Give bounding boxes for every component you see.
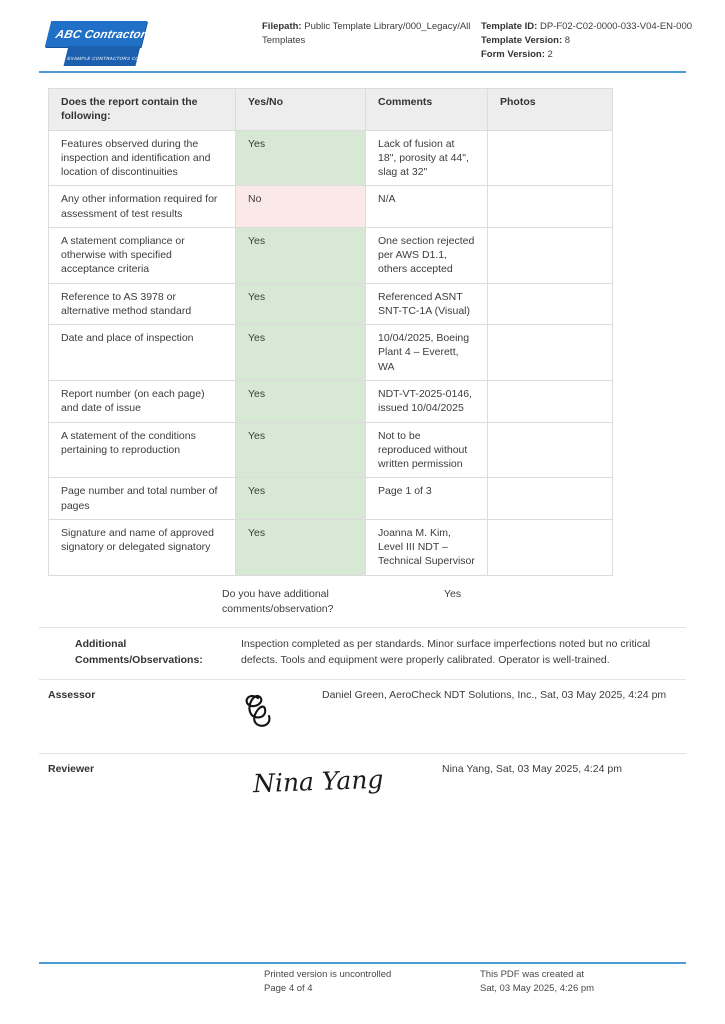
column-header-comments: Comments [366, 89, 488, 131]
photos-cell [488, 283, 613, 325]
answer-cell: Yes [236, 422, 366, 478]
table-row [49, 380, 613, 422]
answer-cell: Yes [236, 130, 366, 186]
question-cell: Report number (on each page) and date of issue [49, 380, 236, 422]
question-cell: Page number and total number of pages [49, 478, 236, 520]
reviewer-row [48, 761, 686, 813]
answer-cell: Yes [236, 283, 366, 325]
question-cell: Date and place of inspection [49, 325, 236, 381]
template-id-label: Template ID: [481, 21, 538, 32]
footer-created-label: This PDF was created at [480, 969, 585, 980]
reviewer-signature: Nina Yang [252, 764, 384, 798]
comment-cell: One section rejected per AWS D1.1, others accepted [366, 227, 488, 283]
filepath-label: Filepath: [262, 21, 302, 32]
template-id-line [481, 20, 693, 34]
footer-divider-line [39, 962, 686, 964]
assessor-label: Assessor [48, 688, 96, 701]
photos-cell [488, 519, 613, 575]
footer-uncontrolled-note: Printed version is uncontrolled [264, 969, 392, 980]
answer-cell: Yes [236, 478, 366, 520]
question-cell: A statement of the conditions pertaining to reproduction [49, 422, 236, 478]
photos-cell [488, 380, 613, 422]
photos-cell [488, 130, 613, 186]
section-divider [39, 753, 686, 754]
photos-cell [488, 422, 613, 478]
template-version-value: 8 [564, 34, 571, 46]
assessor-row [48, 687, 686, 743]
column-header-question: Does the report contain the following: [49, 89, 236, 131]
template-version-label: Template Version: [481, 34, 563, 46]
column-header-photos: Photos [488, 89, 613, 131]
comment-cell: Lack of fusion at 18", porosity at 44", slag at 32" [366, 130, 488, 186]
comment-cell: Referenced ASNT SNT-TC-1A (Visual) [366, 283, 488, 325]
table-row [49, 422, 613, 478]
abc-contractors-logo [48, 21, 157, 66]
header-divider-line [39, 71, 686, 73]
checklist-table [48, 88, 613, 576]
assessor-signature [236, 691, 280, 735]
answer-cell: Yes [236, 519, 366, 575]
footer-right-block [480, 968, 594, 997]
question-cell: Any other information required for assessment of test results [49, 186, 236, 228]
form-version-value: 2 [547, 48, 553, 60]
logo-main-band [45, 21, 154, 47]
template-id-value: DP-F02-C02-0000-033-V04-EN-000 [539, 21, 693, 32]
photos-cell [488, 325, 613, 381]
additional-comments-text: Inspection completed as per standards. Minor surface imperfections noted but no critical defects. Tools and equipment were properly calibrated. Operator is well-trained. [241, 638, 651, 666]
form-version-line [481, 48, 693, 62]
table-row [49, 283, 613, 325]
reviewer-label: Reviewer [48, 762, 95, 775]
section-divider [39, 627, 686, 628]
additional-comments-row [75, 637, 677, 669]
comment-cell: N/A [366, 186, 488, 228]
logo-tagline-band [64, 46, 157, 66]
photos-cell [488, 186, 613, 228]
footer-created-timestamp: Sat, 03 May 2025, 4:26 pm [480, 983, 595, 995]
assessor-meta: Daniel Green, AeroCheck NDT Solutions, Inc., Sat, 03 May 2025, 4:24 pm [322, 688, 667, 701]
template-version-line [481, 34, 693, 48]
comment-cell: Page 1 of 3 [366, 478, 488, 520]
answer-cell: Yes [236, 325, 366, 381]
question-cell: Reference to AS 3978 or alternative method standard [49, 283, 236, 325]
comment-cell: Not to be reproduced without written permission [366, 422, 488, 478]
checklist-table-body [49, 130, 613, 575]
answer-cell: No [236, 186, 366, 228]
form-version-label: Form Version: [481, 48, 545, 60]
section-divider [39, 679, 686, 680]
question-cell: Signature and name of approved signatory or delegated signatory [49, 519, 236, 575]
table-header-row [49, 89, 613, 131]
photos-cell [488, 227, 613, 283]
table-row [49, 130, 613, 186]
table-row [49, 186, 613, 228]
photos-cell [488, 478, 613, 520]
answer-cell: Yes [236, 380, 366, 422]
comment-cell: 10/04/2025, Boeing Plant 4 – Everett, WA [366, 325, 488, 381]
additional-question-answer: Yes [444, 587, 462, 600]
template-meta-block [481, 20, 693, 61]
footer-left-block [264, 968, 391, 997]
answer-cell: Yes [236, 227, 366, 283]
table-row [49, 519, 613, 575]
column-header-yesno: Yes/No [236, 89, 366, 131]
question-cell: Features observed during the inspection and identification and location of discontinuities [49, 130, 236, 186]
question-cell: A statement compliance or otherwise with specified acceptance criteria [49, 227, 236, 283]
reviewer-signature-area [198, 761, 438, 796]
table-row [49, 227, 613, 283]
main-content [0, 88, 725, 813]
additional-question-row [222, 587, 686, 617]
additional-question-label: Do you have additional comments/observation? [222, 587, 334, 615]
comment-cell: Joanna M. Kim, Level III NDT – Technical Supervisor [366, 519, 488, 575]
filepath-value: Public Template Library/000_Legacy/All Templates [262, 21, 471, 46]
comment-cell: NDT-VT-2025-0146, issued 10/04/2025 [366, 380, 488, 422]
filepath-block [262, 20, 476, 48]
logo-text: ABC Contractors [54, 29, 154, 41]
additional-comments-label: Additional Comments/Observations: [75, 638, 203, 666]
table-row [49, 478, 613, 520]
footer-page-number: Page 4 of 4 [264, 983, 313, 995]
assessor-signature-area [198, 687, 318, 735]
logo-tagline: EXAMPLE CONTRACTORS COMPANY [66, 56, 157, 61]
table-row [49, 325, 613, 381]
reviewer-meta: Nina Yang, Sat, 03 May 2025, 4:24 pm [442, 762, 622, 775]
